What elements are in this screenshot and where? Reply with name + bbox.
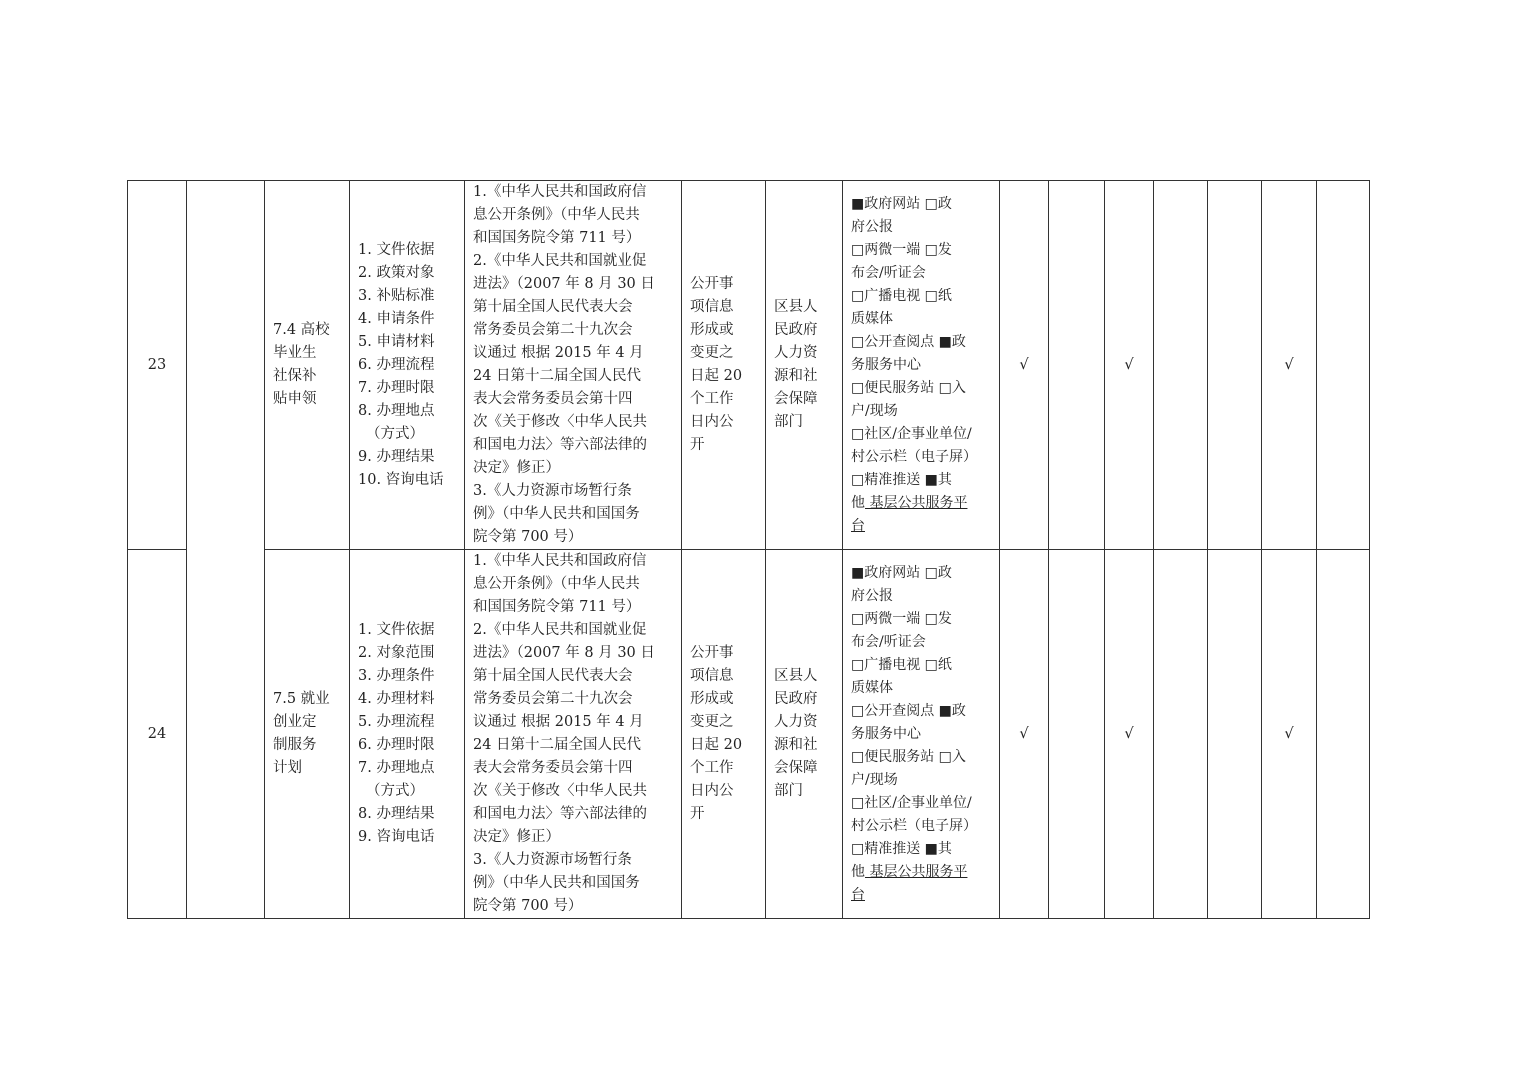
channel-line: □公开查阅点 ■政 (851, 702, 966, 719)
channel-line: 村公示栏（电子屏） (851, 448, 977, 465)
channel-other-prefix: 他 (851, 863, 865, 880)
public-disclosure-table (127, 180, 1370, 919)
department-line: 部门 (774, 414, 803, 430)
channel-line: 务服务中心 (851, 725, 921, 742)
time-limit-line: 开 (690, 806, 705, 822)
time-limit-line: 变更之 (690, 714, 734, 730)
basis-line: 1.《中华人民共和国政府信 (473, 553, 647, 569)
time-limit-line: 公开事 (690, 276, 734, 292)
check-cell: √ (1105, 181, 1154, 550)
content-item: 5. 办理流程 (358, 714, 435, 730)
basis-line: 常务委员会第二十九次会 (473, 322, 633, 338)
basis-line: 表大会常务委员会第十四 (473, 760, 633, 776)
time-limit-line: 日内公 (690, 414, 734, 430)
check-cell (1154, 181, 1208, 550)
item-name-line: 贴申领 (273, 391, 317, 407)
department-line: 区县人 (774, 299, 818, 315)
channel-line: 府公报 (851, 587, 893, 604)
department-line: 区县人 (774, 668, 818, 684)
check-cell: √ (1105, 550, 1154, 919)
basis-cell (465, 181, 682, 550)
basis-line: 和国国务院令第 711 号） (473, 599, 641, 615)
content-item: 10. 咨询电话 (358, 471, 444, 488)
item-name-line: 制服务 (273, 737, 317, 753)
content-item: 3. 办理条件 (358, 668, 435, 684)
basis-line: 决定》修正） (473, 829, 560, 845)
item-name-line: 7.4 高校 (273, 322, 330, 338)
content-item: 9. 办理结果 (358, 448, 435, 465)
check-cell: √ (1000, 181, 1049, 550)
basis-line: 和国国务院令第 711 号） (473, 230, 641, 246)
department-line: 民政府 (774, 691, 818, 707)
basis-line: 次《关于修改〈中华人民共 (473, 414, 647, 430)
channels-cell (843, 181, 1000, 550)
contents-cell (350, 181, 465, 550)
item-name-cell (265, 550, 350, 919)
department-cell (766, 550, 843, 919)
basis-line: 次《关于修改〈中华人民共 (473, 783, 647, 799)
time-limit-cell (682, 181, 766, 550)
content-item: （方式） (366, 425, 424, 442)
department-cell (766, 181, 843, 550)
content-item: 6. 办理流程 (358, 356, 435, 373)
department-line: 会保障 (774, 391, 818, 407)
table-row (128, 550, 1370, 919)
content-item: 2. 政策对象 (358, 264, 435, 281)
basis-line: 息公开条例》（中华人民共 (473, 576, 640, 592)
content-item: 8. 办理结果 (358, 806, 435, 822)
basis-line: 2.《中华人民共和国就业促 (473, 622, 647, 638)
content-item: 1. 文件依据 (358, 622, 435, 638)
department-line: 源和社 (774, 737, 818, 753)
time-limit-line: 项信息 (690, 299, 734, 315)
basis-line: 第十届全国人民代表大会 (473, 299, 633, 315)
basis-line: 议通过 根据 2015 年 4 月 (473, 714, 644, 730)
channel-line: ■政府网站 □政 (851, 564, 952, 581)
basis-line: 3.《人力资源市场暂行条 (473, 483, 632, 499)
check-cell: √ (1000, 550, 1049, 919)
basis-line: 进法》（2007 年 8 月 30 日 (473, 276, 655, 292)
channel-line: □社区/企事业单位/ (851, 794, 972, 811)
check-cell: √ (1262, 181, 1317, 550)
content-item: 2. 对象范围 (358, 645, 435, 661)
department-line: 人力资 (774, 714, 818, 730)
category-cell (187, 181, 265, 919)
time-limit-line: 日内公 (690, 783, 734, 799)
basis-line: 常务委员会第二十九次会 (473, 691, 633, 707)
time-limit-line: 个工作 (690, 760, 734, 776)
content-item: 6. 办理时限 (358, 737, 435, 753)
channel-line: □精准推送 ■其 (851, 840, 952, 857)
channel-line: □精准推送 ■其 (851, 471, 952, 488)
time-limit-line: 日起 20 (690, 737, 743, 753)
content-item: 7. 办理地点 (358, 760, 435, 776)
content-item: 7. 办理时限 (358, 379, 435, 396)
basis-line: 决定》修正） (473, 460, 560, 476)
basis-line: 院令第 700 号） (473, 529, 583, 545)
channel-line: 户/现场 (851, 402, 898, 419)
check-cell: √ (1262, 550, 1317, 919)
channels-cell (843, 550, 1000, 919)
check-cell (1317, 550, 1370, 919)
basis-line: 表大会常务委员会第十四 (473, 391, 633, 407)
channel-other-prefix: 他 (851, 494, 865, 511)
check-cell (1049, 181, 1105, 550)
basis-line: 院令第 700 号） (473, 898, 583, 914)
channel-other-value: 基层公共服务平 (865, 863, 968, 880)
item-name-cell (265, 181, 350, 550)
contents-cell (350, 550, 465, 919)
basis-line: 3.《人力资源市场暂行条 (473, 852, 632, 868)
channel-line: □便民服务站 □入 (851, 748, 966, 765)
channel-line: □两微一端 □发 (851, 241, 952, 258)
item-name-line: 创业定 (273, 714, 317, 730)
channel-other-line (851, 492, 991, 515)
channel-line: □公开查阅点 ■政 (851, 333, 966, 350)
content-item: （方式） (366, 783, 424, 799)
channel-line: ■政府网站 □政 (851, 195, 952, 212)
content-item: 9. 咨询电话 (358, 829, 435, 845)
basis-line: 24 日第十二届全国人民代 (473, 737, 642, 753)
basis-line: 议通过 根据 2015 年 4 月 (473, 345, 644, 361)
check-cell (1049, 550, 1105, 919)
basis-line: 24 日第十二届全国人民代 (473, 368, 642, 384)
content-item: 4. 办理材料 (358, 691, 435, 707)
check-cell (1154, 550, 1208, 919)
department-line: 部门 (774, 783, 803, 799)
basis-line: 和国电力法〉等六部法律的 (473, 806, 647, 822)
channel-line: 质媒体 (851, 679, 893, 696)
time-limit-line: 开 (690, 437, 705, 453)
channel-line: □社区/企事业单位/ (851, 425, 972, 442)
time-limit-line: 项信息 (690, 668, 734, 684)
channel-other-value: 基层公共服务平 (865, 494, 968, 511)
channel-line: □便民服务站 □入 (851, 379, 966, 396)
channel-line: □广播电视 □纸 (851, 656, 952, 673)
channel-other-line (851, 861, 991, 884)
time-limit-line: 形成或 (690, 691, 734, 707)
channel-line: 布会/听证会 (851, 264, 926, 281)
content-item: 1. 文件依据 (358, 241, 435, 258)
basis-line: 例》（中华人民共和国国务 (473, 875, 640, 891)
check-cell (1208, 181, 1262, 550)
channel-line: 布会/听证会 (851, 633, 926, 650)
basis-line: 1.《中华人民共和国政府信 (473, 184, 647, 200)
basis-line: 第十届全国人民代表大会 (473, 668, 633, 684)
basis-line: 例》（中华人民共和国国务 (473, 506, 640, 522)
time-limit-line: 日起 20 (690, 368, 743, 384)
basis-cell (465, 550, 682, 919)
content-item: 4. 申请条件 (358, 310, 435, 327)
time-limit-cell (682, 550, 766, 919)
item-name-line: 计划 (273, 760, 302, 776)
content-item: 8. 办理地点 (358, 402, 435, 419)
item-name-line: 7.5 就业 (273, 691, 330, 707)
time-limit-line: 个工作 (690, 391, 734, 407)
time-limit-line: 变更之 (690, 345, 734, 361)
row-number: 23 (128, 181, 187, 550)
channel-other-tail: 台 (851, 886, 865, 903)
content-item: 5. 申请材料 (358, 333, 435, 350)
channel-line: 府公报 (851, 218, 893, 235)
row-number: 24 (128, 550, 187, 919)
time-limit-line: 形成或 (690, 322, 734, 338)
basis-line: 息公开条例》（中华人民共 (473, 207, 640, 223)
channel-line: 村公示栏（电子屏） (851, 817, 977, 834)
channel-other-tail: 台 (851, 517, 865, 534)
check-cell (1317, 181, 1370, 550)
check-cell (1208, 550, 1262, 919)
item-name-line: 社保补 (273, 368, 317, 384)
basis-line: 2.《中华人民共和国就业促 (473, 253, 647, 269)
department-line: 人力资 (774, 345, 818, 361)
channel-line: □两微一端 □发 (851, 610, 952, 627)
table-row (128, 181, 1370, 550)
channel-line: 质媒体 (851, 310, 893, 327)
channel-line: 户/现场 (851, 771, 898, 788)
basis-line: 和国电力法〉等六部法律的 (473, 437, 647, 453)
department-line: 会保障 (774, 760, 818, 776)
channel-line: □广播电视 □纸 (851, 287, 952, 304)
item-name-line: 毕业生 (273, 345, 317, 361)
department-line: 源和社 (774, 368, 818, 384)
basis-line: 进法》（2007 年 8 月 30 日 (473, 645, 655, 661)
channel-line: 务服务中心 (851, 356, 921, 373)
time-limit-line: 公开事 (690, 645, 734, 661)
content-item: 3. 补贴标准 (358, 287, 435, 304)
department-line: 民政府 (774, 322, 818, 338)
